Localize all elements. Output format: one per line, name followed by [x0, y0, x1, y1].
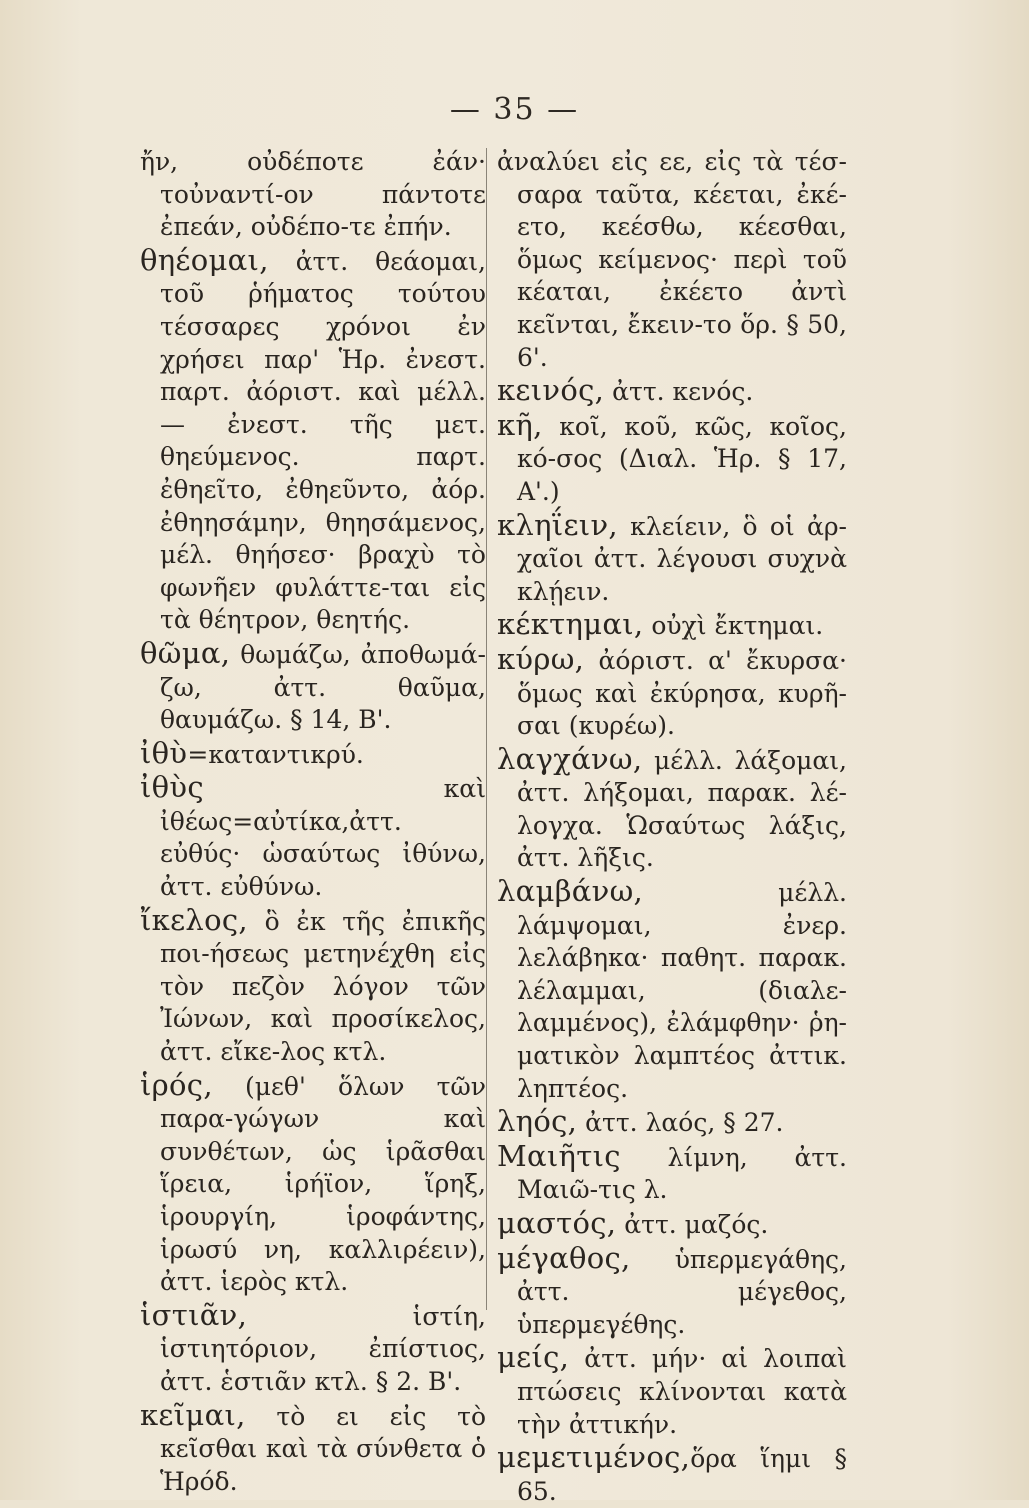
entry-headword: κληΐειν,	[497, 507, 618, 542]
entry-text: τὸ ει εἰς τὸ κεῖσθαι καὶ τὰ σύνθετα ὁ Ἡρόδ.	[160, 1401, 486, 1496]
entry-headword: κύρω,	[497, 641, 585, 676]
entry-headword: Μαιῆτις	[497, 1138, 621, 1173]
dictionary-entry	[497, 509, 847, 609]
entry-headword: θηέομαι,	[140, 242, 269, 277]
dictionary-entry	[497, 1140, 847, 1207]
dictionary-entry	[140, 771, 486, 903]
dictionary-entry	[497, 409, 847, 509]
entry-text: ἀττ. λαός, § 27.	[577, 1108, 784, 1138]
dictionary-entry	[497, 1441, 847, 1508]
column-divider	[486, 148, 487, 1310]
entry-text: καὶ ἰθέως=αὐτίκα,ἀττ. εὐθύς· ὡσαύτως ἰθύνω, ἀττ. εὐθύνω.	[160, 774, 486, 902]
entry-text: ἀναλύει εἰς εε, εἰς τὰ τέσ-σαρα ταῦτα, κέεται, ἐκέ-ετο, κεέσθω, κέεσθαι, ὅμως κείμενος· περὶ τοῦ κέαται, ἐκέετο ἀντὶ κεῖνται, ἔκειν-το ὅρ. § 50, 6'.	[497, 147, 847, 372]
dictionary-entry	[140, 146, 486, 244]
entry-text: κλείειν, ὃ οἱ ἀρ-χαῖοι ἀττ. λέγουσι συχνὰ κλῄειν.	[517, 511, 847, 606]
entry-text: (μεθ' ὅλων τῶν παρα-γώγων καὶ συνθέτων, ὡς ἱρᾶσθαι ἵρεια, ἱρήϊον, ἵρηξ, ἱρουργίη, ἱροφάντης, ἱρωσύ νη, καλλιρέειν), ἀττ. ἱερὸς κτλ.	[160, 1071, 486, 1297]
dictionary-entry	[497, 146, 847, 374]
entry-headword: κῆ,	[497, 407, 543, 442]
dictionary-entry	[140, 637, 486, 737]
dictionary-entry	[497, 374, 847, 409]
left-column	[140, 146, 486, 1498]
entry-text: κοῖ, κοῦ, κῶς, κοῖος, κό-σος (Διαλ. Ἡρ. § 17, Α'.)	[517, 411, 847, 506]
entry-text: λίμνη, ἀττ. Μαιῶ-τις λ.	[517, 1142, 847, 1205]
entry-headword: λαγχάνω,	[497, 741, 643, 776]
entry-text: ἀόριστ. α' ἔκυρσα· ὅμως καὶ ἐκύρησα, κυρῆ-σαι (κυρέω).	[517, 645, 847, 741]
dictionary-entry	[497, 608, 847, 643]
page-number: — 35 —	[449, 92, 580, 127]
entry-headword: μείς,	[497, 1340, 570, 1375]
entry-text: ἀττ. μαζός.	[616, 1210, 769, 1239]
entry-headword: ἱστιᾶν,	[140, 1297, 248, 1332]
entry-text: ὅρα ἵημι § 65.	[517, 1444, 847, 1506]
entry-headword: λαμβάνω,	[497, 874, 644, 909]
dictionary-entry	[497, 1341, 847, 1441]
dictionary-entry	[497, 1207, 847, 1242]
dictionary-entry	[140, 1399, 486, 1499]
entry-headword: κεῖμαι,	[140, 1397, 246, 1432]
dictionary-entry	[497, 743, 847, 875]
entry-headword: κέκτημαι,	[497, 607, 644, 642]
dictionary-entry	[140, 737, 486, 772]
entry-text: οὐχὶ ἔκτημαι.	[643, 611, 824, 641]
right-column	[497, 146, 847, 1508]
entry-headword: κεινός,	[497, 373, 605, 408]
dictionary-entry	[497, 1105, 847, 1140]
dictionary-entry	[497, 875, 847, 1105]
dictionary-entry	[140, 1069, 486, 1299]
entry-text: ἀττ. κενός.	[604, 377, 754, 407]
dictionary-entry	[140, 244, 486, 637]
entry-text: ὃ ἐκ τῆς ἐπικῆς ποι-ήσεως μετηνέχθη εἰς τὸν πεζὸν λόγον τῶν Ἰώνων, καὶ προσίκελος, ἀττ. εἴκε-λος κτλ.	[160, 906, 486, 1067]
entry-headword: θῶμα,	[140, 635, 231, 670]
entry-text: θωμάζω, ἀποθωμά-ζω, ἀττ. θαῦμα, θαυμάζω. § 14, Β'.	[160, 639, 486, 735]
entry-text: =καταντικρύ.	[187, 739, 364, 769]
entry-headword: μέγαθος,	[497, 1240, 631, 1275]
entry-text: μέλλ. λάμψομαι, ἐνερ. λελάβηκα· παθητ. παρακ. λέλαμμαι, (διαλε-λαμμένος), ἐλάμφθην· ῥη-ματικὸν λαμπτέος ἀττικ. ληπτέος.	[517, 878, 847, 1103]
entry-headword: μαστός,	[497, 1206, 617, 1240]
entry-headword: ἱρός,	[140, 1067, 213, 1102]
entry-text: ἱστίη, ἱστιητόριον, ἐπίστιος, ἀττ. ἑστιᾶν κτλ. § 2. Β'.	[160, 1301, 486, 1396]
entry-headword: ἰθὺ	[140, 735, 188, 770]
entry-headword: ἰθὺς	[140, 770, 204, 805]
entry-headword: ἴκελος,	[140, 902, 248, 937]
dictionary-entry	[497, 1242, 847, 1342]
entry-text: ὑπερμεγάθης, ἀττ. μέγεθος, ὑπερμεγέθης.	[517, 1244, 847, 1339]
entry-text: ἀττ. θεάομαι, τοῦ ῥήματος τούτου τέσσαρες χρόνοι ἐν χρήσει παρ' Ἡρ. ἐνεστ. παρτ. ἀόριστ. καὶ μέλλ. — ἐνεστ. τῆς μετ. θηεύμενος. παρτ. ἐθηεῖτο, ἐθηεῦντο, ἀόρ. ἐθηησάμην, θηησάμενος, μέλ. θηήσεσ· βραχὺ τὸ φωνῆεν φυλάττε-ται εἰς τὰ θέητρον, θεητής.	[160, 246, 486, 635]
entry-headword: μεμετιμένος,	[497, 1440, 691, 1475]
dictionary-entry	[140, 904, 486, 1069]
entry-text: μέλλ. λάξομαι, ἀττ. λήξομαι, παρακ. λέ-λογχα. Ὡσαύτως λάξις, ἀττ. λῆξις.	[517, 745, 847, 873]
dictionary-entry	[497, 643, 847, 743]
entry-text: ἀττ. μήν· αἱ λοιπαὶ πτώσεις κλίνονται κατὰ τὴν ἀττικήν.	[517, 1344, 847, 1439]
entry-headword: ληός,	[497, 1104, 578, 1139]
dictionary-entry	[140, 1299, 486, 1399]
entry-text: ἤν, οὐδέποτε ἐάν· τοὐναντί-ον πάντοτε ἐπεάν, οὐδέπο-τε ἐπήν.	[140, 147, 486, 242]
